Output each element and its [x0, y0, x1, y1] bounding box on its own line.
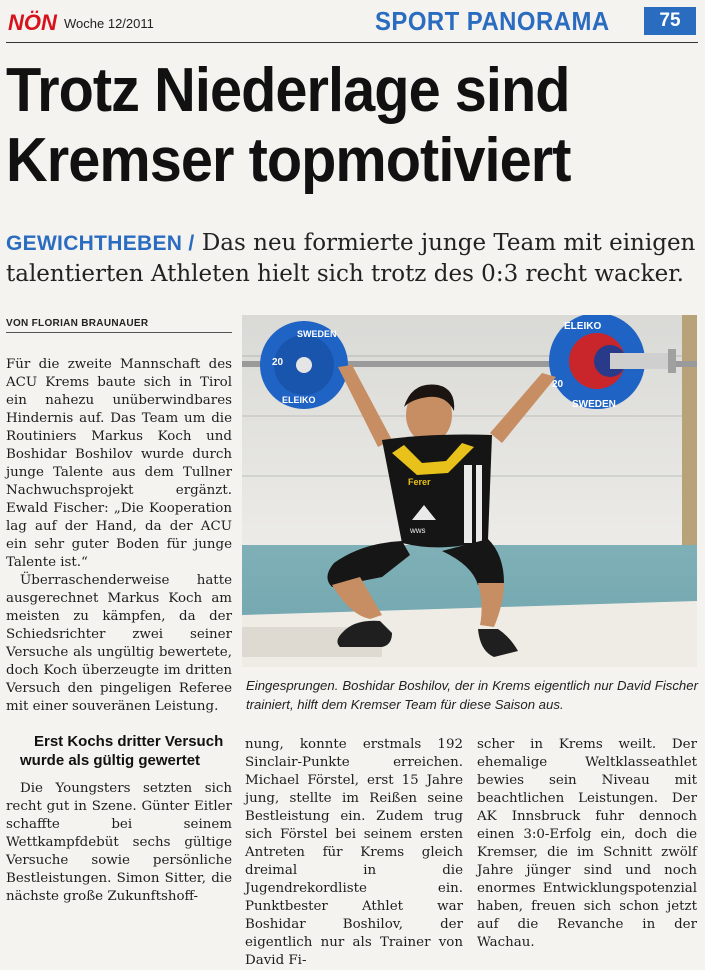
kicker-text-1: Das neu formierte junge Team mit einigen: [201, 230, 696, 256]
left-plate: [260, 321, 348, 409]
left-plate-text: SWEDEN: [297, 329, 337, 339]
paragraph-3: Die Youngsters setzten sich recht gut in Szene. Günter Eitler schaffte bei seinem Wettkampfdebüt sechs gültige Versuche sowie persönliche Bestleistungen. Simon Sitter, die nächste große Zukunftshoff-: [6, 781, 232, 904]
column-3-text: scher in Krems weilt. Der ehemalige Weltklasseathlet bewies sein Niveau mit beachtlichen Leistungen. Der AK Innsbruck fuhr dennoch einen 3:0-Erfolg ein, doch die Kremser, die im Schnitt zwölf Jahre jünger sind und noch enormes Entwicklungspotenzial haben, freuen sich schon jetzt auf die Revanche in der Wachau.: [477, 737, 697, 950]
photo-caption: Eingesprungen. Boshidar Boshilov, der in Krems eigentlich nur David Fischer trainiert, hilft dem Kremser Team für diese Saison aus.: [246, 678, 698, 712]
headline-line-1: Trotz Niederlage sind: [6, 56, 570, 125]
page-number: 75: [644, 7, 696, 35]
section-title: SPORT PANORAMA: [375, 6, 610, 36]
weightlifter-illustration: [242, 315, 697, 667]
issue-week: Woche 12/2011: [64, 16, 154, 31]
article-headline: [6, 56, 657, 196]
right-plate-text-bottom: SWEDEN: [572, 399, 616, 410]
right-plate-text-top: ELEIKO: [564, 321, 602, 332]
headline-line-2: Kremser topmotiviert: [6, 126, 571, 195]
byline-rule: [6, 332, 232, 333]
paragraph-1: Für die zweite Mannschaft des ACU Krems baute sich in Tirol ein nahezu unüberwindbares Hindernis auf. Das Team um die Routiniers Markus Koch und Boshidar Boshilov wurde durch junge Talente aus dem Tullner Nachwuchsprojekt ergänzt. Ewald Fischer: „Die Kooperation lag auf der Hand, da der ACU ein sehr guter Boden für junge Talente ist.“: [6, 357, 232, 570]
byline: VON FLORIAN BRAUNAUER: [6, 318, 149, 329]
kicker-text-2: talentierten Athleten hielt sich trotz des 0:3 recht wacker.: [6, 261, 684, 287]
article-column-1: [6, 356, 232, 906]
left-plate-number: 20: [272, 357, 284, 368]
column-2-text: nung, konnte erstmals 192 Sinclair-Punkte erreichen. Michael Förstel, erst 15 Jahre jung, stellte im Reißen seine Bestleistung ein. Zudem trug sich Förstel bei seinem ersten Antreten für Krems gleich dreimal in die Jugendrekordliste ein. Punktbester Athlet war Boshidar Boshilov, der eigentlich nur als Trainer von David Fi-: [245, 737, 463, 968]
right-plate-number: 20: [552, 379, 564, 390]
shirt-sponsor: Ferer: [408, 477, 431, 487]
left-plate-text-bottom: ELEIKO: [282, 395, 316, 405]
article-column-2: [245, 736, 463, 970]
paragraph-2: Überraschenderweise hatte ausgerechnet Markus Koch am meisten zu kämpfen, da der Schiedsrichter zwei seiner Versuche als ungültig bewertete, doch Koch überzeugte im dritten Versuch den pingeligen Referee mit einer souveränen Leistung.: [6, 573, 232, 714]
shirt-logo: wws: [410, 526, 426, 535]
newspaper-logo: NÖN: [8, 10, 57, 35]
page-header: [0, 0, 705, 46]
header-rule: [6, 42, 698, 43]
article-column-3: [477, 736, 697, 952]
article-kicker: [6, 228, 705, 289]
weightlifter-photo: [242, 315, 697, 667]
kicker-tag: GEWICHTHEBEN /: [6, 232, 195, 255]
article-subhead: Erst Kochs dritter Versuch wurde als gültig gewertet: [20, 733, 224, 769]
